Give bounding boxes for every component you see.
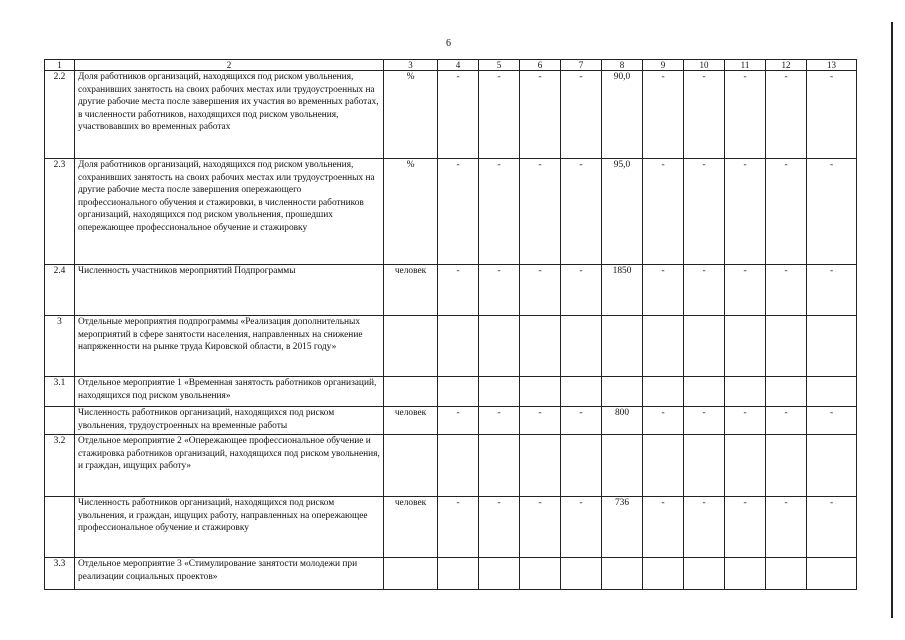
indicator-name: Отдельное мероприятие 2 «Опережающее профессиональное обучение и стажировка работников организаций, находящихся под риском увольнения, и граждан, ищущих работу»: [75, 435, 384, 497]
value-cell: [561, 435, 602, 497]
value-cell: -: [561, 71, 602, 159]
value-cell: [766, 377, 807, 407]
unit-cell: [384, 377, 438, 407]
value-cell: [602, 377, 643, 407]
row-number: [45, 407, 75, 435]
table-row: [45, 497, 857, 558]
value-cell: [520, 558, 561, 590]
table-row: [45, 316, 857, 377]
value-cell: -: [725, 265, 766, 316]
value-cell: [725, 377, 766, 407]
header-cell: 1: [45, 60, 75, 71]
header-cell: 10: [684, 60, 725, 71]
value-cell: -: [725, 71, 766, 159]
value-cell: -: [479, 159, 520, 265]
value-cell: 800: [602, 407, 643, 435]
value-cell: -: [520, 159, 561, 265]
header-row: [45, 60, 857, 71]
value-cell: -: [725, 497, 766, 558]
header-cell: 7: [561, 60, 602, 71]
value-cell: 90,0: [602, 71, 643, 159]
header-cell: 12: [766, 60, 807, 71]
value-cell: -: [725, 407, 766, 435]
value-cell: -: [684, 407, 725, 435]
value-cell: [643, 558, 684, 590]
value-cell: -: [643, 71, 684, 159]
value-cell: -: [807, 265, 857, 316]
table-row: [45, 377, 857, 407]
row-number: 2.2: [45, 71, 75, 159]
value-cell: [520, 316, 561, 377]
value-cell: -: [807, 71, 857, 159]
value-cell: [643, 316, 684, 377]
value-cell: -: [643, 497, 684, 558]
value-cell: -: [684, 159, 725, 265]
value-cell: -: [520, 497, 561, 558]
value-cell: -: [766, 265, 807, 316]
value-cell: [602, 435, 643, 497]
indicator-name: Численность участников мероприятий Подпрограммы: [75, 265, 384, 316]
value-cell: [479, 558, 520, 590]
value-cell: [684, 435, 725, 497]
value-cell: -: [684, 71, 725, 159]
indicator-name: Отдельные мероприятия подпрограммы «Реализация дополнительных мероприятий в сфере занятости населения, направленных на снижение напряженности на рынке труда Кировской области, в 2015 году»: [75, 316, 384, 377]
unit-cell: человек: [384, 497, 438, 558]
value-cell: [520, 435, 561, 497]
value-cell: [766, 316, 807, 377]
table-row: [45, 435, 857, 497]
header-cell: 8: [602, 60, 643, 71]
value-cell: -: [807, 407, 857, 435]
unit-cell: человек: [384, 265, 438, 316]
value-cell: -: [766, 497, 807, 558]
value-cell: [766, 435, 807, 497]
value-cell: -: [479, 265, 520, 316]
table-row: [45, 71, 857, 159]
table-row: [45, 407, 857, 435]
row-number: 2.3: [45, 159, 75, 265]
value-cell: [479, 316, 520, 377]
page-number: 6: [446, 38, 451, 49]
unit-cell: [384, 316, 438, 377]
value-cell: [725, 558, 766, 590]
value-cell: 736: [602, 497, 643, 558]
value-cell: [561, 377, 602, 407]
value-cell: -: [725, 159, 766, 265]
table-row: [45, 558, 857, 590]
value-cell: [602, 558, 643, 590]
value-cell: -: [684, 265, 725, 316]
value-cell: [807, 377, 857, 407]
value-cell: -: [520, 265, 561, 316]
value-cell: -: [438, 265, 479, 316]
value-cell: [479, 435, 520, 497]
value-cell: -: [807, 159, 857, 265]
indicator-name: Численность работников организаций, находящихся под риском увольнения, трудоустроенных на временные работы: [75, 407, 384, 435]
value-cell: [684, 316, 725, 377]
value-cell: [684, 377, 725, 407]
row-number: [45, 497, 75, 558]
value-cell: [684, 558, 725, 590]
value-cell: [807, 435, 857, 497]
value-cell: [766, 558, 807, 590]
value-cell: -: [643, 407, 684, 435]
page-edge-rule: [891, 22, 893, 618]
unit-cell: [384, 558, 438, 590]
indicator-name: Отдельное мероприятие 3 «Стимулирование занятости молодежи при реализации социальных проектов»: [75, 558, 384, 590]
header-cell: 3: [384, 60, 438, 71]
value-cell: -: [561, 497, 602, 558]
table-row: [45, 159, 857, 265]
value-cell: [561, 316, 602, 377]
header-cell: 11: [725, 60, 766, 71]
header-cell: 9: [643, 60, 684, 71]
value-cell: 95,0: [602, 159, 643, 265]
value-cell: [643, 377, 684, 407]
value-cell: [602, 316, 643, 377]
row-number: 3.3: [45, 558, 75, 590]
value-cell: -: [438, 159, 479, 265]
indicators-table: [44, 59, 857, 590]
value-cell: -: [643, 265, 684, 316]
value-cell: -: [684, 497, 725, 558]
value-cell: [438, 435, 479, 497]
value-cell: -: [561, 407, 602, 435]
value-cell: -: [438, 497, 479, 558]
indicator-name: Доля работников организаций, находящихся под риском увольнения, сохранивших занятость на своих рабочих местах или трудоустроенных на другие рабочие места после завершения опережающего профессионального обучения и стажировки, в численности работников организаций, находящихся под риском увольнения, прошедших опережающее профессиональное обучение и стажировку: [75, 159, 384, 265]
row-number: 3.1: [45, 377, 75, 407]
value-cell: -: [479, 497, 520, 558]
value-cell: [479, 377, 520, 407]
indicator-name: Доля работников организаций, находящихся под риском увольнения, сохранивших занятость на своих рабочих местах или трудоустроенных на другие рабочие места после завершения их участия во временных работах, в численности работников, находящихся под риском увольнения, участвовавших во временных работах: [75, 71, 384, 159]
row-number: 3.2: [45, 435, 75, 497]
value-cell: -: [438, 71, 479, 159]
value-cell: -: [807, 497, 857, 558]
header-cell: 13: [807, 60, 857, 71]
value-cell: [561, 558, 602, 590]
header-cell: 2: [75, 60, 384, 71]
value-cell: [643, 435, 684, 497]
value-cell: -: [766, 71, 807, 159]
value-cell: [438, 316, 479, 377]
header-cell: 6: [520, 60, 561, 71]
unit-cell: [384, 435, 438, 497]
value-cell: [438, 558, 479, 590]
header-cell: 4: [438, 60, 479, 71]
value-cell: [807, 316, 857, 377]
table-row: [45, 265, 857, 316]
header-cell: 5: [479, 60, 520, 71]
indicator-name: Отдельное мероприятие 1 «Временная занятость работников организаций, находящихся под риском увольнения»: [75, 377, 384, 407]
value-cell: [725, 435, 766, 497]
value-cell: -: [561, 159, 602, 265]
value-cell: [438, 377, 479, 407]
value-cell: -: [520, 71, 561, 159]
value-cell: -: [766, 407, 807, 435]
value-cell: -: [479, 407, 520, 435]
value-cell: -: [438, 407, 479, 435]
value-cell: 1850: [602, 265, 643, 316]
value-cell: [807, 558, 857, 590]
value-cell: [725, 316, 766, 377]
row-number: 3: [45, 316, 75, 377]
indicator-name: Численность работников организаций, находящихся под риском увольнения, и граждан, ищущих работу, направленных на опережающее профессиональное обучение и стажировку: [75, 497, 384, 558]
value-cell: -: [479, 71, 520, 159]
unit-cell: %: [384, 71, 438, 159]
unit-cell: человек: [384, 407, 438, 435]
value-cell: -: [766, 159, 807, 265]
row-number: 2.4: [45, 265, 75, 316]
value-cell: -: [520, 407, 561, 435]
value-cell: -: [643, 159, 684, 265]
value-cell: [520, 377, 561, 407]
unit-cell: %: [384, 159, 438, 265]
value-cell: -: [561, 265, 602, 316]
